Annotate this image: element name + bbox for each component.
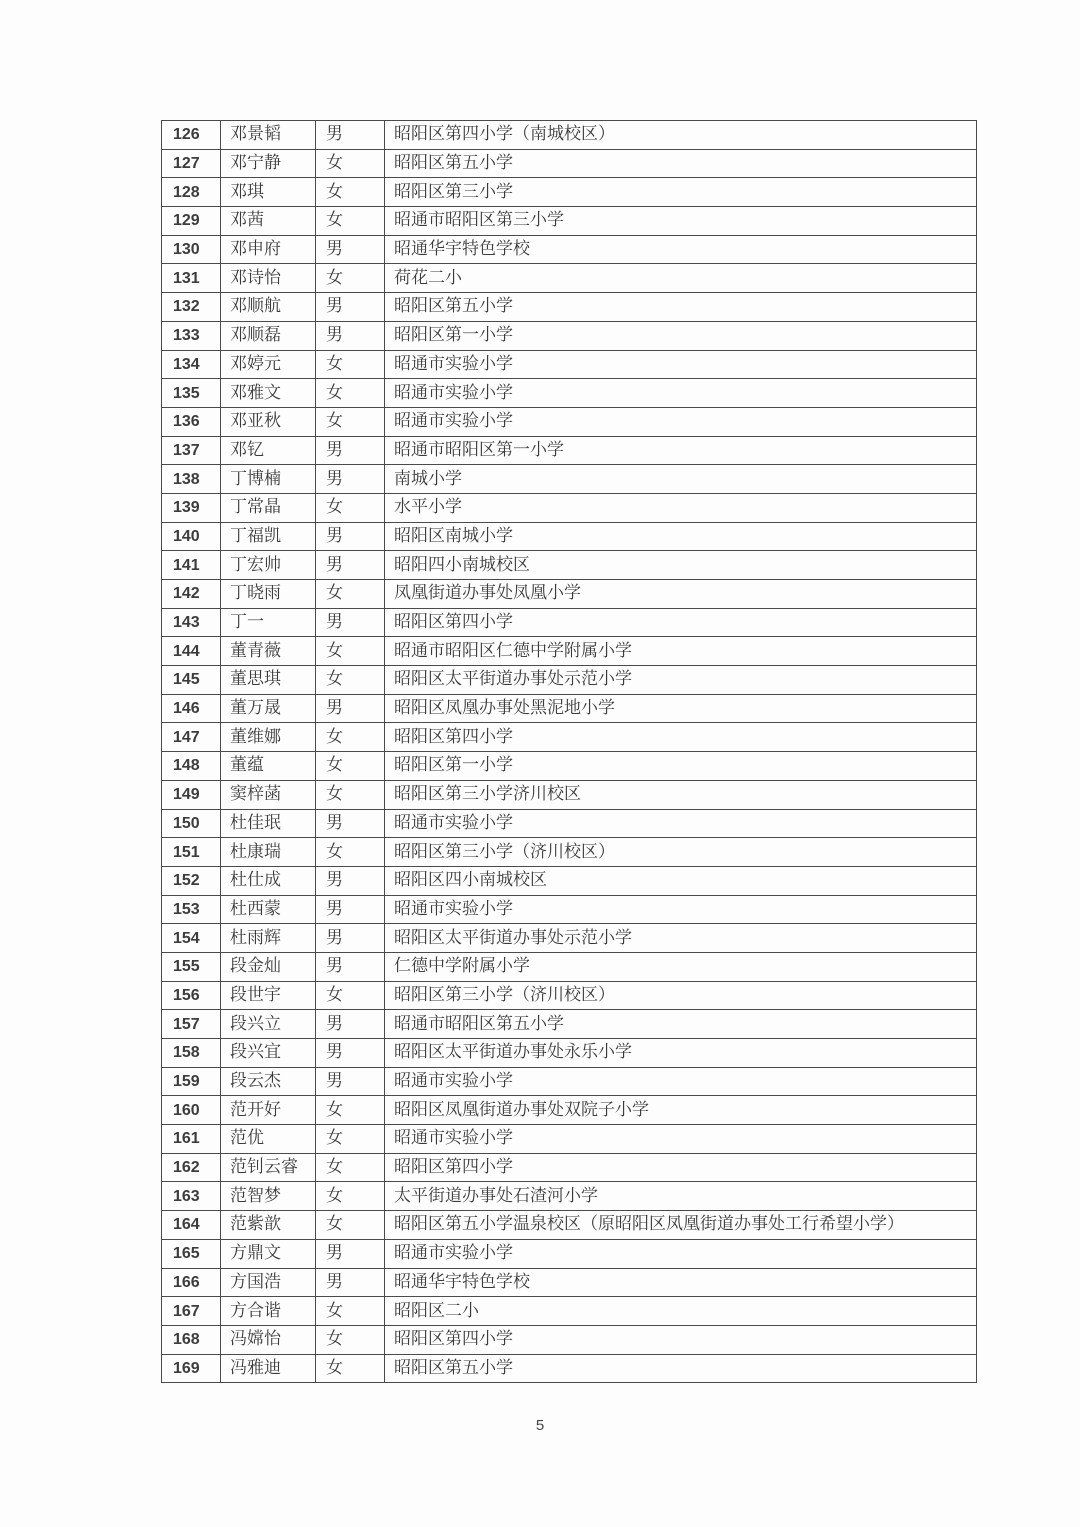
- row-number: 137: [162, 436, 221, 465]
- table-row: [162, 293, 977, 322]
- student-name: 邓婷元: [221, 350, 316, 379]
- table-row: [162, 1297, 977, 1326]
- school-name: 昭阳区第一小学: [385, 321, 977, 350]
- student-name: 丁一: [221, 608, 316, 637]
- student-gender: 女: [316, 1182, 385, 1211]
- page-number: 5: [535, 1417, 545, 1434]
- school-name: 昭通市实验小学: [385, 1067, 977, 1096]
- student-gender: 男: [316, 293, 385, 322]
- table-row: [162, 866, 977, 895]
- student-gender: 男: [316, 895, 385, 924]
- row-number: 151: [162, 838, 221, 867]
- student-name: 丁晓雨: [221, 580, 316, 609]
- school-name: 昭通市实验小学: [385, 895, 977, 924]
- row-number: 130: [162, 235, 221, 264]
- table-row: [162, 1153, 977, 1182]
- row-number: 149: [162, 780, 221, 809]
- row-number: 131: [162, 264, 221, 293]
- school-name: 昭阳区第一小学: [385, 752, 977, 781]
- row-number: 153: [162, 895, 221, 924]
- table-row: [162, 1067, 977, 1096]
- table-row: [162, 350, 977, 379]
- student-gender: 女: [316, 1211, 385, 1240]
- student-gender: 男: [316, 235, 385, 264]
- row-number: 154: [162, 924, 221, 953]
- row-number: 132: [162, 293, 221, 322]
- row-number: 146: [162, 694, 221, 723]
- table-row: [162, 1325, 977, 1354]
- school-name: 昭阳四小南城校区: [385, 551, 977, 580]
- row-number: 138: [162, 465, 221, 494]
- table-row: [162, 580, 977, 609]
- student-gender: 女: [316, 1354, 385, 1383]
- student-gender: 女: [316, 666, 385, 695]
- student-gender: 男: [316, 866, 385, 895]
- table-row: [162, 121, 977, 150]
- school-name: 昭通市昭阳区仁德中学附属小学: [385, 637, 977, 666]
- student-gender: 女: [316, 379, 385, 408]
- student-gender: 女: [316, 149, 385, 178]
- table-row: [162, 924, 977, 953]
- school-name: 昭阳区第五小学: [385, 149, 977, 178]
- student-name: 丁博楠: [221, 465, 316, 494]
- school-name: 南城小学: [385, 465, 977, 494]
- student-name: 方国浩: [221, 1268, 316, 1297]
- row-number: 126: [162, 121, 221, 150]
- student-roster-table: [161, 120, 977, 1383]
- student-name: 邓顺磊: [221, 321, 316, 350]
- student-gender: 女: [316, 178, 385, 207]
- table-row: [162, 752, 977, 781]
- school-name: 昭通华宇特色学校: [385, 235, 977, 264]
- row-number: 133: [162, 321, 221, 350]
- school-name: 昭阳区第五小学: [385, 293, 977, 322]
- student-gender: 男: [316, 121, 385, 150]
- table-row: [162, 379, 977, 408]
- student-name: 邓茜: [221, 207, 316, 236]
- row-number: 142: [162, 580, 221, 609]
- row-number: 152: [162, 866, 221, 895]
- table-row: [162, 1182, 977, 1211]
- school-name: 昭通市实验小学: [385, 1125, 977, 1154]
- table-row: [162, 1211, 977, 1240]
- student-gender: 男: [316, 694, 385, 723]
- row-number: 134: [162, 350, 221, 379]
- table-row: [162, 522, 977, 551]
- student-gender: 女: [316, 838, 385, 867]
- school-name: 昭阳区第四小学: [385, 723, 977, 752]
- student-name: 董万晟: [221, 694, 316, 723]
- row-number: 165: [162, 1239, 221, 1268]
- row-number: 159: [162, 1067, 221, 1096]
- student-gender: 女: [316, 723, 385, 752]
- school-name: 昭通华宇特色学校: [385, 1268, 977, 1297]
- student-name: 冯嫦怡: [221, 1325, 316, 1354]
- table-row: [162, 809, 977, 838]
- student-name: 杜佳珉: [221, 809, 316, 838]
- row-number: 139: [162, 493, 221, 522]
- student-name: 邓钇: [221, 436, 316, 465]
- school-name: 仁德中学附属小学: [385, 952, 977, 981]
- student-gender: 男: [316, 608, 385, 637]
- school-name: 昭阳区太平街道办事处示范小学: [385, 924, 977, 953]
- student-gender: 女: [316, 264, 385, 293]
- student-gender: 男: [316, 1067, 385, 1096]
- row-number: 168: [162, 1325, 221, 1354]
- table-row: [162, 608, 977, 637]
- student-gender: 女: [316, 207, 385, 236]
- school-name: 昭阳区凤凰街道办事处双院子小学: [385, 1096, 977, 1125]
- row-number: 135: [162, 379, 221, 408]
- student-gender: 男: [316, 1239, 385, 1268]
- school-name: 昭阳区第四小学: [385, 1153, 977, 1182]
- student-name: 董思琪: [221, 666, 316, 695]
- school-name: 昭阳区二小: [385, 1297, 977, 1326]
- table-row: [162, 895, 977, 924]
- school-name: 昭阳区第三小学: [385, 178, 977, 207]
- school-name: 昭阳区第三小学（济川校区）: [385, 981, 977, 1010]
- school-name: 昭阳区太平街道办事处永乐小学: [385, 1039, 977, 1068]
- table-row: [162, 551, 977, 580]
- table-row: [162, 1096, 977, 1125]
- school-name: 昭阳区太平街道办事处示范小学: [385, 666, 977, 695]
- student-name: 段云杰: [221, 1067, 316, 1096]
- table-row: [162, 637, 977, 666]
- student-name: 方合谐: [221, 1297, 316, 1326]
- row-number: 157: [162, 1010, 221, 1039]
- row-number: 169: [162, 1354, 221, 1383]
- student-name: 范紫歆: [221, 1211, 316, 1240]
- student-gender: 女: [316, 1153, 385, 1182]
- student-gender: 女: [316, 981, 385, 1010]
- school-name: 昭通市实验小学: [385, 379, 977, 408]
- student-name: 董维娜: [221, 723, 316, 752]
- student-gender: 女: [316, 407, 385, 436]
- student-name: 方鼎文: [221, 1239, 316, 1268]
- student-gender: 女: [316, 752, 385, 781]
- student-gender: 男: [316, 321, 385, 350]
- student-gender: 男: [316, 1010, 385, 1039]
- student-name: 丁福凯: [221, 522, 316, 551]
- table-row: [162, 1039, 977, 1068]
- school-name: 昭通市实验小学: [385, 350, 977, 379]
- school-name: 昭通市实验小学: [385, 1239, 977, 1268]
- table-row: [162, 178, 977, 207]
- student-gender: 女: [316, 1325, 385, 1354]
- school-name: 凤凰街道办事处凤凰小学: [385, 580, 977, 609]
- table-row: [162, 207, 977, 236]
- row-number: 141: [162, 551, 221, 580]
- student-gender: 女: [316, 493, 385, 522]
- table-row: [162, 723, 977, 752]
- table-row: [162, 465, 977, 494]
- student-name: 段金灿: [221, 952, 316, 981]
- student-name: 丁常晶: [221, 493, 316, 522]
- school-name: 昭阳区南城小学: [385, 522, 977, 551]
- school-name: 昭阳区第五小学温泉校区（原昭阳区凤凰街道办事处工行希望小学）: [385, 1211, 977, 1240]
- school-name: 太平街道办事处石渣河小学: [385, 1182, 977, 1211]
- row-number: 160: [162, 1096, 221, 1125]
- student-name: 邓亚秋: [221, 407, 316, 436]
- school-name: 昭通市实验小学: [385, 407, 977, 436]
- student-gender: 男: [316, 436, 385, 465]
- row-number: 155: [162, 952, 221, 981]
- table-row: [162, 780, 977, 809]
- school-name: 昭阳区第四小学: [385, 1325, 977, 1354]
- student-name: 冯雅迪: [221, 1354, 316, 1383]
- row-number: 147: [162, 723, 221, 752]
- row-number: 145: [162, 666, 221, 695]
- table-row: [162, 838, 977, 867]
- student-name: 杜西蒙: [221, 895, 316, 924]
- student-name: 范钊云睿: [221, 1153, 316, 1182]
- row-number: 144: [162, 637, 221, 666]
- school-name: 昭通市昭阳区第五小学: [385, 1010, 977, 1039]
- table-row: [162, 1268, 977, 1297]
- student-name: 杜康瑞: [221, 838, 316, 867]
- table-row: [162, 666, 977, 695]
- student-name: 邓诗怡: [221, 264, 316, 293]
- row-number: 167: [162, 1297, 221, 1326]
- table-row: [162, 952, 977, 981]
- row-number: 158: [162, 1039, 221, 1068]
- row-number: 140: [162, 522, 221, 551]
- student-gender: 男: [316, 551, 385, 580]
- student-name: 丁宏帅: [221, 551, 316, 580]
- student-name: 范开好: [221, 1096, 316, 1125]
- student-gender: 女: [316, 780, 385, 809]
- table-row: [162, 1125, 977, 1154]
- student-name: 董蕴: [221, 752, 316, 781]
- student-gender: 男: [316, 522, 385, 551]
- row-number: 136: [162, 407, 221, 436]
- row-number: 129: [162, 207, 221, 236]
- table-row: [162, 1354, 977, 1383]
- school-name: 昭通市实验小学: [385, 809, 977, 838]
- student-gender: 女: [316, 637, 385, 666]
- student-name: 杜仕成: [221, 866, 316, 895]
- student-name: 段世宇: [221, 981, 316, 1010]
- student-name: 邓景韬: [221, 121, 316, 150]
- table-row: [162, 981, 977, 1010]
- school-name: 昭阳区凤凰办事处黑泥地小学: [385, 694, 977, 723]
- student-name: 杜雨辉: [221, 924, 316, 953]
- school-name: 昭阳区第四小学（南城校区）: [385, 121, 977, 150]
- row-number: 143: [162, 608, 221, 637]
- student-gender: 女: [316, 1297, 385, 1326]
- table-row: [162, 436, 977, 465]
- student-name: 邓顺航: [221, 293, 316, 322]
- row-number: 150: [162, 809, 221, 838]
- table-row: [162, 1010, 977, 1039]
- table-row: [162, 321, 977, 350]
- student-gender: 男: [316, 952, 385, 981]
- school-name: 昭阳区第五小学: [385, 1354, 977, 1383]
- student-name: 段兴立: [221, 1010, 316, 1039]
- student-name: 范优: [221, 1125, 316, 1154]
- roster-body: [162, 121, 977, 1383]
- student-name: 段兴宜: [221, 1039, 316, 1068]
- table-row: [162, 149, 977, 178]
- school-name: 昭阳区四小南城校区: [385, 866, 977, 895]
- student-gender: 男: [316, 1039, 385, 1068]
- table-row: [162, 407, 977, 436]
- school-name: 昭通市昭阳区第一小学: [385, 436, 977, 465]
- table-row: [162, 694, 977, 723]
- student-name: 范智梦: [221, 1182, 316, 1211]
- student-gender: 女: [316, 350, 385, 379]
- student-gender: 女: [316, 1096, 385, 1125]
- student-gender: 男: [316, 465, 385, 494]
- row-number: 162: [162, 1153, 221, 1182]
- row-number: 156: [162, 981, 221, 1010]
- row-number: 164: [162, 1211, 221, 1240]
- student-name: 窦梓菡: [221, 780, 316, 809]
- table-row: [162, 493, 977, 522]
- student-name: 邓申府: [221, 235, 316, 264]
- student-name: 邓雅文: [221, 379, 316, 408]
- table-row: [162, 264, 977, 293]
- row-number: 148: [162, 752, 221, 781]
- school-name: 昭阳区第四小学: [385, 608, 977, 637]
- student-gender: 男: [316, 1268, 385, 1297]
- school-name: 昭通市昭阳区第三小学: [385, 207, 977, 236]
- row-number: 161: [162, 1125, 221, 1154]
- row-number: 128: [162, 178, 221, 207]
- school-name: 荷花二小: [385, 264, 977, 293]
- row-number: 166: [162, 1268, 221, 1297]
- school-name: 昭阳区第三小学（济川校区）: [385, 838, 977, 867]
- row-number: 127: [162, 149, 221, 178]
- row-number: 163: [162, 1182, 221, 1211]
- table-row: [162, 1239, 977, 1268]
- school-name: 昭阳区第三小学济川校区: [385, 780, 977, 809]
- table-row: [162, 235, 977, 264]
- student-gender: 女: [316, 1125, 385, 1154]
- student-name: 邓宁静: [221, 149, 316, 178]
- school-name: 水平小学: [385, 493, 977, 522]
- student-gender: 女: [316, 580, 385, 609]
- student-gender: 男: [316, 924, 385, 953]
- student-gender: 男: [316, 809, 385, 838]
- student-name: 邓琪: [221, 178, 316, 207]
- student-name: 董青薇: [221, 637, 316, 666]
